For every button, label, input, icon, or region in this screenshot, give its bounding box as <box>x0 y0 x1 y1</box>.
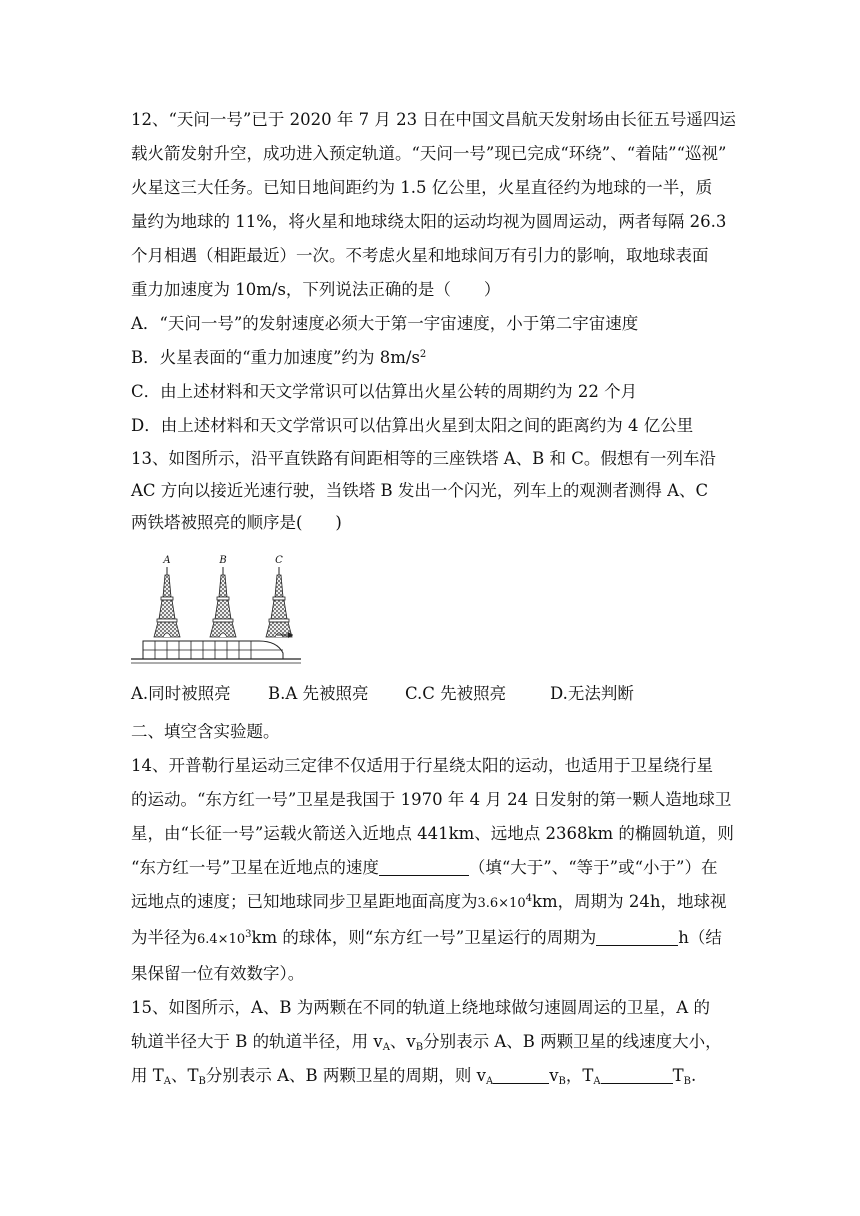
q12-option-d: D．由上述材料和天文学常识可以估算出火星到太阳之间的距离约为 4 亿公里 <box>131 416 694 435</box>
train-towers-figure <box>131 553 301 671</box>
q13-line-2: AC 方向以接近光速行驶，当铁塔 B 发出一个闪光，列车上的观测者测得 A、C <box>131 481 709 500</box>
q12-option-c: C．由上述材料和天文学常识可以估算出火星公转的周期约为 22 个月 <box>131 382 638 401</box>
q14-answer-blank-2[interactable] <box>596 927 678 946</box>
document-body <box>131 103 736 1093</box>
q13-line-1: 13、如图所示，沿平直铁路有间距相等的三座铁塔 A、B 和 C。假想有一列车沿 <box>131 449 716 468</box>
q14-line-7: 果保留一位有效数字）。 <box>131 964 305 983</box>
q15-line-3-mid: 分别表示 A、B 两颗卫星的周期，则 v <box>205 1066 486 1085</box>
q12-line-4: 量约为地球的 11%，将火星和地球绕太阳的运动均视为圆周运动，两者每隔 26.3 <box>131 212 727 231</box>
q15-line-2-end: 分别表示 A、B 两颗卫星的线速度大小， <box>423 1032 722 1051</box>
q15-sub-ta: A <box>163 1076 171 1087</box>
q15-line-2-mid: 、v <box>389 1032 416 1051</box>
q15-sub-tb: B <box>198 1076 206 1087</box>
q14-earth-radius-value: 6.4×10 <box>197 932 246 947</box>
q14-line-5-end: km，周期为 24h，地球视 <box>531 892 727 911</box>
q15-line-3-start: 用 T <box>131 1066 164 1085</box>
tower-c <box>266 567 292 637</box>
q14-line-6-start: 为半径为 <box>131 928 197 947</box>
q14-line-4 <box>131 851 736 885</box>
q15-sub-a: A <box>382 1042 390 1053</box>
tower-label-a: A <box>163 555 171 566</box>
q14-sync-height-exponent: 4 <box>525 893 532 904</box>
train-towers-diagram <box>131 553 301 671</box>
q14-line-4-start: “东方红一号”卫星在近地点的速度 <box>131 858 379 877</box>
q14-line-5-start: 远地点的速度；已知地球同步卫星距地面高度为 <box>131 892 478 911</box>
question-14 <box>131 749 736 991</box>
q13-choice-b: B.A 先被照亮 <box>268 684 369 703</box>
question-13 <box>131 443 736 711</box>
q15-sub-tb2: B <box>683 1076 692 1087</box>
q15-line-2 <box>131 1025 736 1059</box>
q13-choice-a: A.同时被照亮 <box>131 684 231 703</box>
q14-line-1: 14、开普勒行星运动三定律不仅适用于行星绕太阳的运动，也适用于卫星绕行星 <box>131 756 713 775</box>
q15-sub-vb: B <box>558 1076 566 1087</box>
q13-line-3: 两铁塔被照亮的顺序是( ) <box>131 513 342 532</box>
q15-line-1: 15、如图所示，A、B 为两颗在不同的轨道上绕地球做匀速圆周运的卫星，A 的 <box>131 998 710 1017</box>
q12-line-5: 个月相遇（相距最近）一次。不考虑火星和地球间万有引力的影响，取地球表面 <box>131 246 709 265</box>
q12-line-2: 载火箭发射升空，成功进入预定轨道。“天问一号”现已完成“环绕”、“着陆”“巡视” <box>131 144 727 163</box>
q13-choice-c: C.C 先被照亮 <box>405 684 507 703</box>
q15-line-3-t3: T <box>672 1066 684 1085</box>
q15-line-3-v: v <box>549 1066 559 1085</box>
q15-line-3-t: 、T <box>171 1066 199 1085</box>
q15-sub-b: B <box>415 1042 424 1053</box>
q14-answer-blank-1[interactable] <box>379 857 469 876</box>
q14-line-3: 星，由“长征一号”运载火箭送入近地点 441km、远地点 2368km 的椭圆轨道，则 <box>131 824 734 843</box>
q15-sub-va: A <box>485 1076 494 1087</box>
tower-label-c: C <box>275 555 283 566</box>
q12-option-b-exponent: 2 <box>419 349 427 360</box>
q15-answer-blank-1[interactable] <box>493 1065 549 1084</box>
q15-line-3 <box>131 1059 736 1093</box>
q14-earth-radius-exponent: 3 <box>245 929 252 940</box>
q13-choice-d: D.无法判断 <box>550 684 634 703</box>
q15-answer-blank-2[interactable] <box>601 1065 673 1084</box>
q14-line-5 <box>131 885 736 921</box>
q14-line-2: 的运动。“东方红一号”卫星是我国于 1970 年 4 月 24 日发射的第一颗人造地球卫 <box>131 790 732 809</box>
section-2-heading: 二、填空含实验题。 <box>131 722 280 741</box>
q13-choices <box>131 677 736 711</box>
tower-b <box>210 567 236 637</box>
q12-option-a: A．“天问一号”的发射速度必须大于第一宇宙速度，小于第二宇宙速度 <box>131 314 639 333</box>
q14-line-6-end: h（结 <box>678 928 722 947</box>
q12-option-b <box>131 341 736 375</box>
q15-sub-ta2: A <box>593 1076 601 1087</box>
q14-line-4-end: （填“大于”、“等于”或“小于”）在 <box>468 858 718 877</box>
question-12 <box>131 103 736 443</box>
q15-line-2-start: 轨道半径大于 B 的轨道半径，用 v <box>131 1032 383 1051</box>
q14-line-6 <box>131 921 736 957</box>
q14-line-6-middle: km 的球体，则“东方红一号”卫星运行的周期为 <box>251 928 597 947</box>
q12-option-b-text: B．火星表面的“重力加速度”约为 8m/s <box>131 348 420 367</box>
q14-sync-height-value: 3.6×10 <box>477 896 526 911</box>
question-15 <box>131 991 736 1093</box>
q12-line-1: 12、“天问一号”已于 2020 年 7 月 23 日在中国文昌航天发射场由长征五号遥四运 <box>131 110 736 129</box>
q15-line-3-end: . <box>691 1066 697 1085</box>
q15-line-3-t2: ，T <box>565 1066 594 1085</box>
train <box>131 641 301 663</box>
q12-line-3: 火星这三大任务。已知日地间距约为 1.5 亿公里，火星直径约为地球的一半，质 <box>131 178 713 197</box>
q12-line-6: 重力加速度为 10m/s，下列说法正确的是（ ） <box>131 280 501 299</box>
tower-a <box>154 567 180 637</box>
tower-label-b: B <box>219 555 227 566</box>
